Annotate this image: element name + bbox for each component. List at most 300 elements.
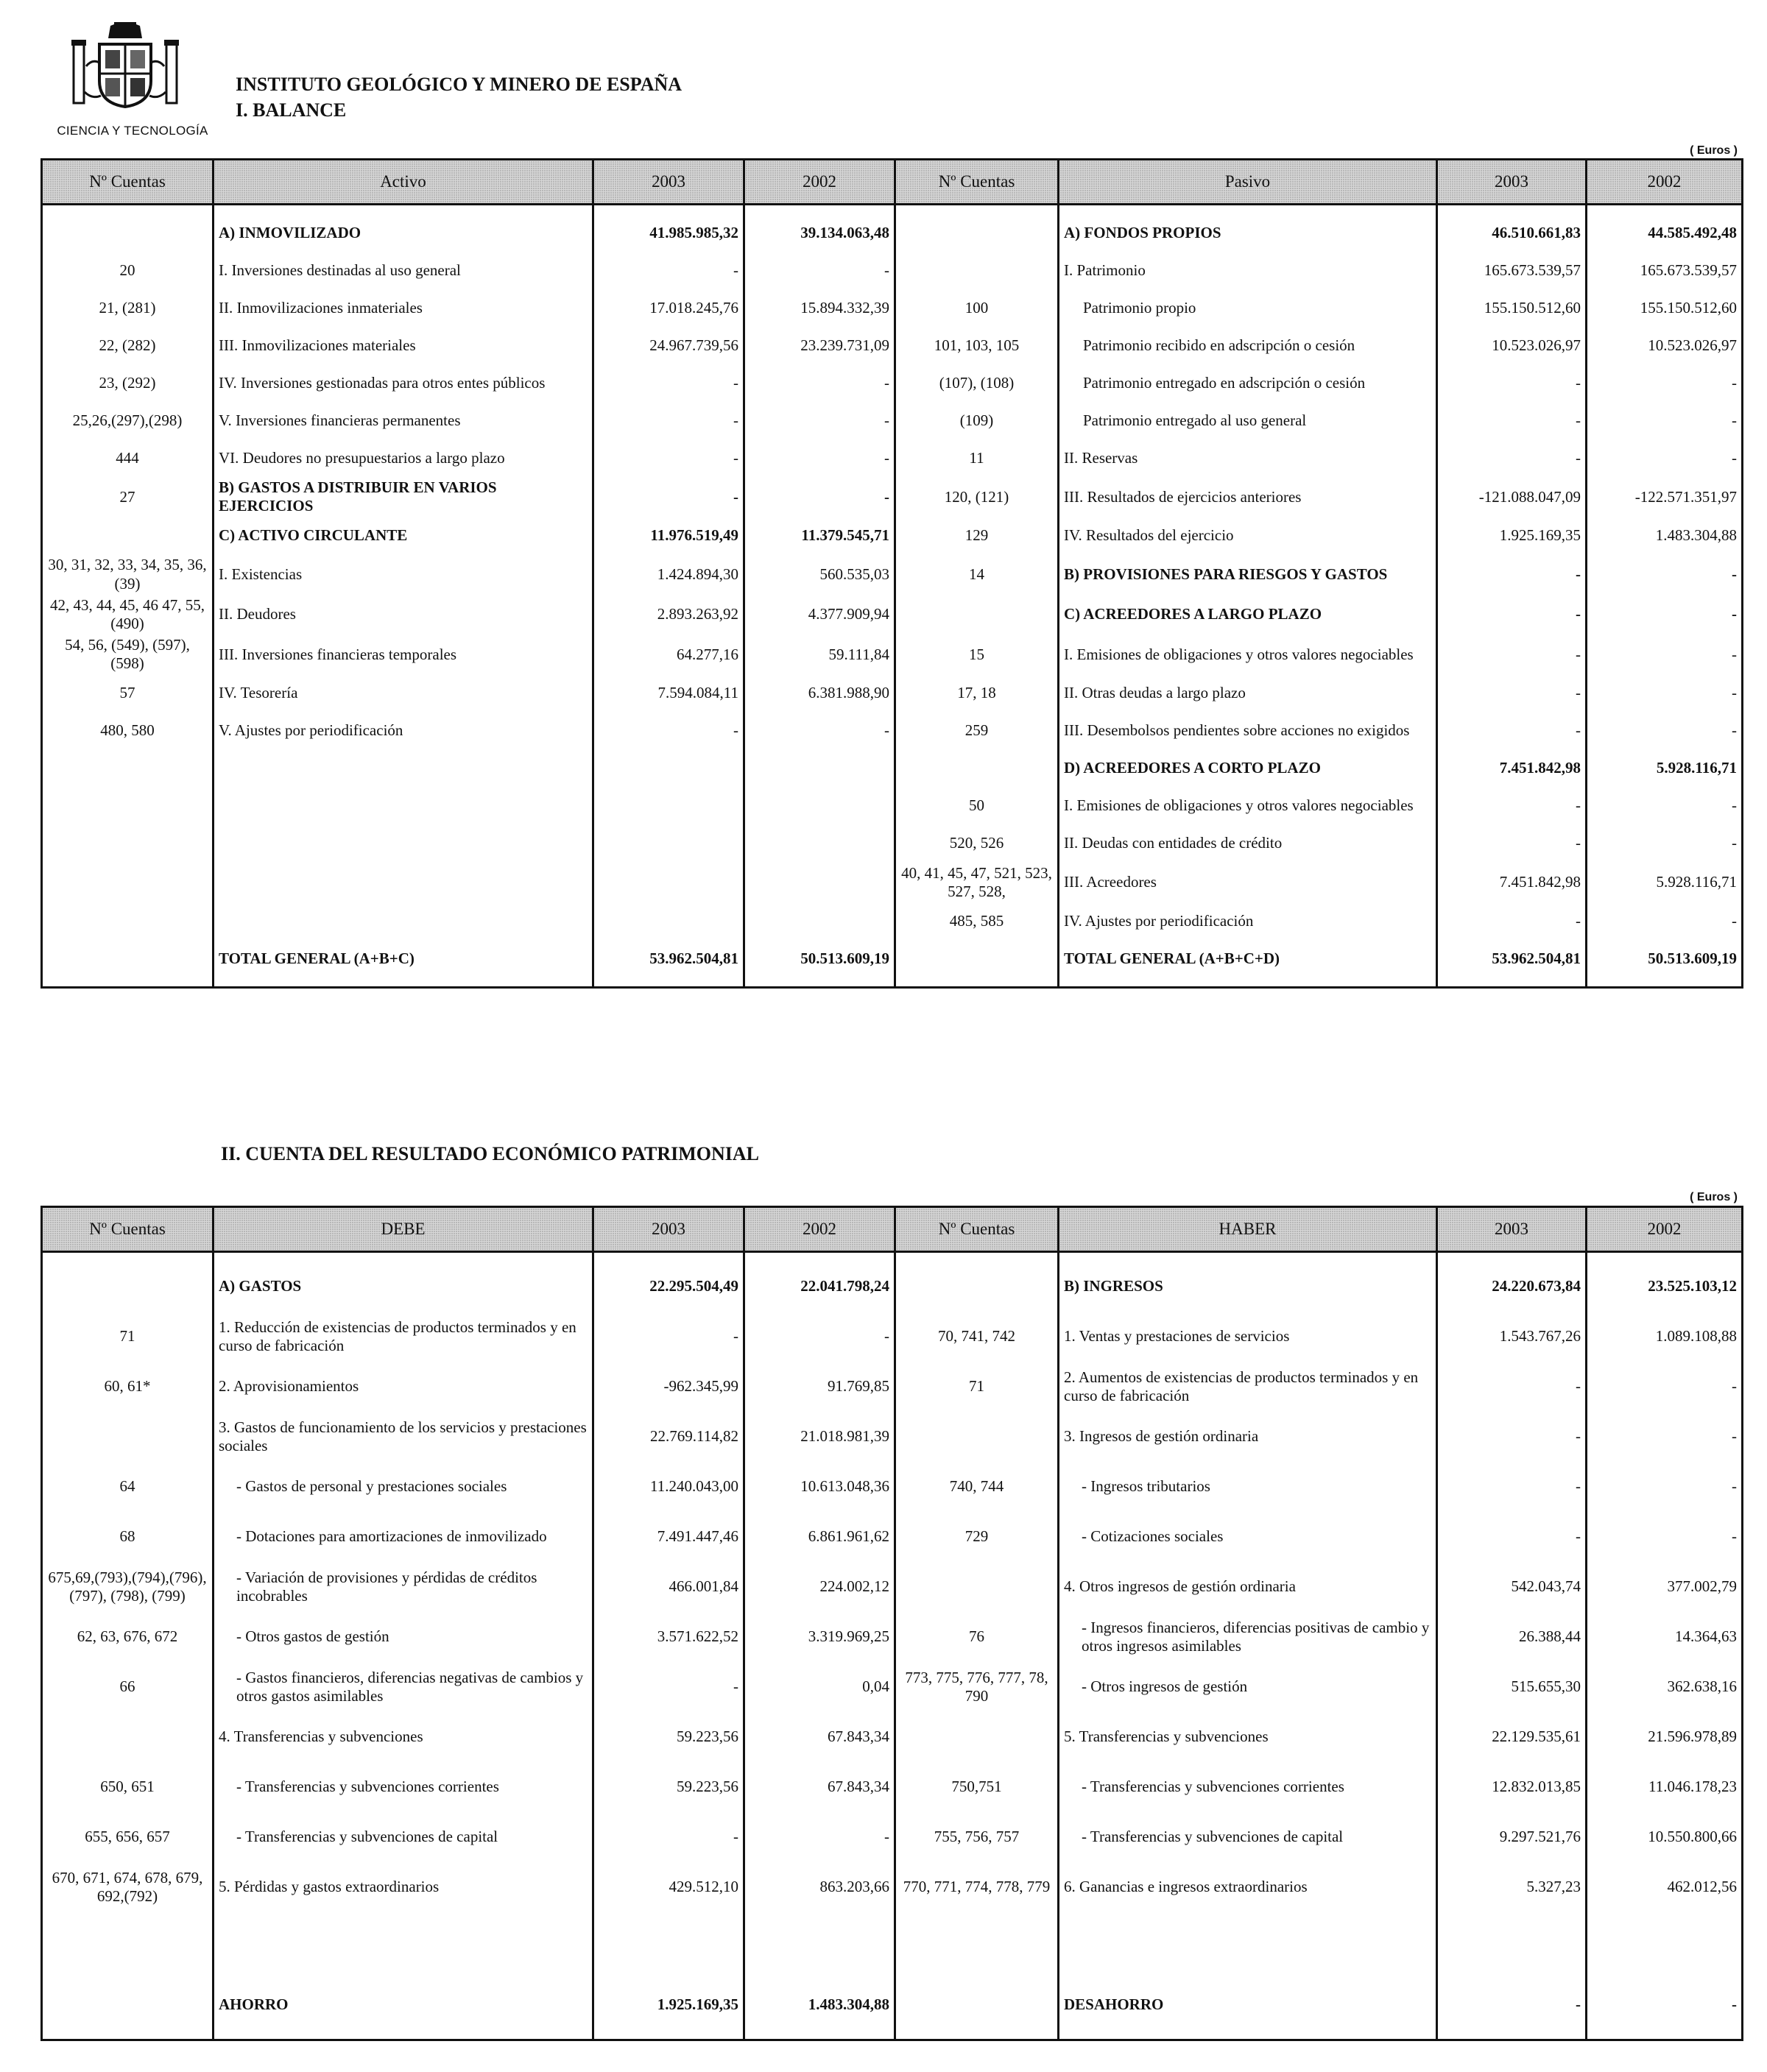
account-number-cell <box>895 1712 1059 1762</box>
value-2002-cell: 863.203,66 <box>744 1862 895 1912</box>
balance-header-cell: 2003 <box>1437 160 1587 205</box>
resultado-units: ( Euros ) <box>1690 1191 1738 1203</box>
account-number-cell: 750,751 <box>895 1762 1059 1812</box>
description-cell: Patrimonio entregado en adscripción o cesión <box>1059 364 1437 402</box>
value-2002-cell: 155.150.512,60 <box>1587 289 1743 327</box>
balance-header-cell: Nº Cuentas <box>895 160 1059 205</box>
value-2003-cell: 17.018.245,76 <box>593 289 744 327</box>
balance-units: ( Euros ) <box>1690 144 1738 157</box>
account-number-cell: 14 <box>895 554 1059 594</box>
spacer-row <box>42 2030 1743 2040</box>
value-2002-cell: 50.513.609,19 <box>744 940 895 977</box>
value-2002-cell: 224.002,12 <box>744 1562 895 1612</box>
description-cell: 6. Ganancias e ingresos extraordinarios <box>1059 1862 1437 1912</box>
spacer-cell <box>1059 205 1437 215</box>
value-2003-cell: - <box>593 477 744 517</box>
value-2003-cell: - <box>1437 788 1587 825</box>
resultado-header-cell: 2003 <box>593 1207 744 1252</box>
table-row <box>42 713 1743 750</box>
description-cell: V. Ajustes por periodificación <box>214 713 593 750</box>
value-2002-cell: - <box>1587 713 1743 750</box>
value-2002-cell: 21.596.978,89 <box>1587 1712 1743 1762</box>
spacer-cell <box>1437 205 1587 215</box>
value-2003-cell: - <box>1437 1980 1587 2030</box>
balance-header-cell: 2002 <box>744 160 895 205</box>
table-row <box>42 439 1743 477</box>
value-2003-cell: - <box>593 1312 744 1362</box>
value-2002-cell: - <box>1587 825 1743 863</box>
value-2003-cell: - <box>593 252 744 289</box>
value-2002-cell: - <box>744 439 895 477</box>
value-2003-cell: - <box>1437 675 1587 713</box>
resultado-header-cell: DEBE <box>214 1207 593 1252</box>
table-row <box>42 1762 1743 1812</box>
spacer-row <box>42 205 1743 215</box>
description-cell: I. Emisiones de obligaciones y otros valores negociables <box>1059 788 1437 825</box>
account-number-cell: 30, 31, 32, 33, 34, 35, 36, (39) <box>42 554 214 594</box>
balance-header-cell: Pasivo <box>1059 160 1437 205</box>
value-2003-cell: - <box>1437 902 1587 940</box>
spacer-cell <box>1587 1912 1743 1980</box>
resultado-header-row <box>42 1207 1743 1252</box>
value-2002-cell: 10.613.048,36 <box>744 1462 895 1512</box>
value-2003-cell: - <box>1437 402 1587 439</box>
value-2002-cell: - <box>1587 1980 1743 2030</box>
table-row <box>42 788 1743 825</box>
spacer-cell <box>744 1912 895 1980</box>
balance-header-cell: 2002 <box>1587 160 1743 205</box>
description-cell: DESAHORRO <box>1059 1980 1437 2030</box>
account-number-cell <box>895 750 1059 788</box>
account-number-cell: 259 <box>895 713 1059 750</box>
value-2003-cell: 1.543.767,26 <box>1437 1312 1587 1362</box>
spacer-cell <box>744 205 895 215</box>
spacer-cell <box>42 205 214 215</box>
description-cell: 2. Aprovisionamientos <box>214 1362 593 1412</box>
table-row <box>42 252 1743 289</box>
value-2002-cell: 6.861.961,62 <box>744 1512 895 1562</box>
table-row <box>42 517 1743 554</box>
balance-body <box>42 205 1743 988</box>
value-2003-cell <box>593 863 744 902</box>
spacer-cell <box>1059 1252 1437 1262</box>
value-2002-cell: - <box>744 713 895 750</box>
spacer-cell <box>1437 1252 1587 1262</box>
value-2003-cell: 429.512,10 <box>593 1862 744 1912</box>
value-2003-cell: -962.345,99 <box>593 1362 744 1412</box>
account-number-cell: 71 <box>42 1312 214 1362</box>
table-row <box>42 902 1743 940</box>
resultado-header-cell: Nº Cuentas <box>42 1207 214 1252</box>
spacer-cell <box>593 1912 744 1980</box>
value-2002-cell: - <box>1587 1362 1743 1412</box>
description-cell: - Otros gastos de gestión <box>214 1612 593 1662</box>
description-cell: C) ACREEDORES A LARGO PLAZO <box>1059 595 1437 634</box>
institute-title: INSTITUTO GEOLÓGICO Y MINERO DE ESPAÑA <box>236 74 683 95</box>
balance-title: I. BALANCE <box>236 99 347 121</box>
description-cell: 5. Pérdidas y gastos extraordinarios <box>214 1862 593 1912</box>
table-row <box>42 1812 1743 1862</box>
description-cell: - Otros ingresos de gestión <box>1059 1662 1437 1712</box>
description-cell: - Transferencias y subvenciones corrientes <box>214 1762 593 1812</box>
value-2002-cell: 59.111,84 <box>744 634 895 674</box>
value-2003-cell: - <box>1437 1512 1587 1562</box>
spacer-row <box>42 1912 1743 1980</box>
spacer-cell <box>42 1252 214 1262</box>
account-number-cell <box>42 788 214 825</box>
resultado-header-cell: 2003 <box>1437 1207 1587 1252</box>
value-2002-cell: 10.523.026,97 <box>1587 327 1743 364</box>
account-number-cell: 57 <box>42 675 214 713</box>
account-number-cell: 11 <box>895 439 1059 477</box>
resultado-body <box>42 1252 1743 2040</box>
value-2002-cell: 5.928.116,71 <box>1587 750 1743 788</box>
table-row <box>42 634 1743 674</box>
table-row <box>42 554 1743 594</box>
value-2002-cell: - <box>1587 902 1743 940</box>
account-number-cell <box>895 940 1059 977</box>
value-2003-cell: -121.088.047,09 <box>1437 477 1587 517</box>
spacer-row <box>42 977 1743 988</box>
spacer-cell <box>895 1252 1059 1262</box>
value-2003-cell: - <box>1437 1412 1587 1462</box>
value-2003-cell: - <box>1437 1362 1587 1412</box>
description-cell: C) ACTIVO CIRCULANTE <box>214 517 593 554</box>
value-2002-cell: 15.894.332,39 <box>744 289 895 327</box>
account-number-cell: 62, 63, 676, 672 <box>42 1612 214 1662</box>
description-cell: I. Emisiones de obligaciones y otros valores negociables <box>1059 634 1437 674</box>
description-cell: I. Inversiones destinadas al uso general <box>214 252 593 289</box>
description-cell: D) ACREEDORES A CORTO PLAZO <box>1059 750 1437 788</box>
value-2002-cell: 67.843,34 <box>744 1762 895 1812</box>
description-cell: - Gastos financieros, diferencias negativas de cambios y otros gastos asimilables <box>214 1662 593 1712</box>
value-2002-cell: -122.571.351,97 <box>1587 477 1743 517</box>
value-2003-cell: 24.220.673,84 <box>1437 1262 1587 1312</box>
description-cell <box>214 750 593 788</box>
value-2002-cell: - <box>1587 634 1743 674</box>
value-2002-cell <box>744 863 895 902</box>
spacer-cell <box>593 205 744 215</box>
account-number-cell: 25,26,(297),(298) <box>42 402 214 439</box>
spacer-cell <box>214 1252 593 1262</box>
description-cell: B) PROVISIONES PARA RIESGOS Y GASTOS <box>1059 554 1437 594</box>
account-number-cell: (109) <box>895 402 1059 439</box>
value-2002-cell: 1.483.304,88 <box>744 1980 895 2030</box>
value-2002-cell: 10.550.800,66 <box>1587 1812 1743 1862</box>
spacer-cell <box>744 2030 895 2040</box>
description-cell: 5. Transferencias y subvenciones <box>1059 1712 1437 1762</box>
description-cell: 3. Ingresos de gestión ordinaria <box>1059 1412 1437 1462</box>
value-2003-cell: 53.962.504,81 <box>1437 940 1587 977</box>
balance-header-cell: Activo <box>214 160 593 205</box>
spacer-cell <box>593 2030 744 2040</box>
description-cell: III. Resultados de ejercicios anteriores <box>1059 477 1437 517</box>
ministry-label: CIENCIA Y TECNOLOGÍA <box>57 124 208 138</box>
account-number-cell: 76 <box>895 1612 1059 1662</box>
account-number-cell: 60, 61* <box>42 1362 214 1412</box>
description-cell: Patrimonio recibido en adscripción o cesión <box>1059 327 1437 364</box>
spacer-cell <box>895 977 1059 988</box>
description-cell: - Gastos de personal y prestaciones sociales <box>214 1462 593 1512</box>
description-cell: II. Reservas <box>1059 439 1437 477</box>
value-2002-cell: 23.239.731,09 <box>744 327 895 364</box>
account-number-cell: 770, 771, 774, 778, 779 <box>895 1862 1059 1912</box>
value-2003-cell: - <box>593 713 744 750</box>
balance-header-cell: Nº Cuentas <box>42 160 214 205</box>
description-cell: IV. Inversiones gestionadas para otros entes públicos <box>214 364 593 402</box>
spacer-cell <box>1587 977 1743 988</box>
value-2002-cell: 5.928.116,71 <box>1587 863 1743 902</box>
value-2002-cell: 14.364,63 <box>1587 1612 1743 1662</box>
value-2003-cell: 3.571.622,52 <box>593 1612 744 1662</box>
description-cell: IV. Ajustes por periodificación <box>1059 902 1437 940</box>
account-number-cell: 650, 651 <box>42 1762 214 1812</box>
table-row <box>42 1412 1743 1462</box>
description-cell: Patrimonio entregado al uso general <box>1059 402 1437 439</box>
value-2002-cell: - <box>1587 1462 1743 1512</box>
spacer-cell <box>1587 205 1743 215</box>
value-2003-cell: - <box>1437 634 1587 674</box>
account-number-cell: 64 <box>42 1462 214 1512</box>
spacer-cell <box>1059 2030 1437 2040</box>
account-number-cell: 70, 741, 742 <box>895 1312 1059 1362</box>
description-cell: Patrimonio propio <box>1059 289 1437 327</box>
value-2003-cell: - <box>593 1812 744 1862</box>
account-number-cell: 68 <box>42 1512 214 1562</box>
spacer-cell <box>1587 1252 1743 1262</box>
description-cell: V. Inversiones financieras permanentes <box>214 402 593 439</box>
value-2003-cell: 7.451.842,98 <box>1437 750 1587 788</box>
account-number-cell: 21, (281) <box>42 289 214 327</box>
account-number-cell <box>895 1980 1059 2030</box>
value-2002-cell <box>744 902 895 940</box>
value-2003-cell: 64.277,16 <box>593 634 744 674</box>
account-number-cell: 755, 756, 757 <box>895 1812 1059 1862</box>
table-row <box>42 1712 1743 1762</box>
description-cell: - Transferencias y subvenciones de capital <box>1059 1812 1437 1862</box>
value-2003-cell <box>593 750 744 788</box>
account-number-cell <box>42 750 214 788</box>
value-2003-cell: 46.510.661,83 <box>1437 214 1587 252</box>
account-number-cell <box>42 214 214 252</box>
account-number-cell: 71 <box>895 1362 1059 1412</box>
spacer-cell <box>1437 977 1587 988</box>
value-2003-cell: 22.769.114,82 <box>593 1412 744 1462</box>
value-2003-cell: - <box>1437 1462 1587 1512</box>
value-2003-cell: 24.967.739,56 <box>593 327 744 364</box>
account-number-cell: 40, 41, 45, 47, 521, 523, 527, 528, <box>895 863 1059 902</box>
account-number-cell <box>42 863 214 902</box>
value-2003-cell: 5.327,23 <box>1437 1862 1587 1912</box>
value-2003-cell: 26.388,44 <box>1437 1612 1587 1662</box>
spacer-cell <box>1059 977 1437 988</box>
spacer-cell <box>42 977 214 988</box>
table-row <box>42 1362 1743 1412</box>
description-cell: A) INMOVILIZADO <box>214 214 593 252</box>
account-number-cell: 50 <box>895 788 1059 825</box>
table-row <box>42 327 1743 364</box>
table-row <box>42 1462 1743 1512</box>
account-number-cell <box>42 940 214 977</box>
value-2003-cell: 1.925.169,35 <box>1437 517 1587 554</box>
value-2002-cell <box>744 825 895 863</box>
value-2003-cell <box>593 902 744 940</box>
value-2003-cell: 53.962.504,81 <box>593 940 744 977</box>
table-row <box>42 1312 1743 1362</box>
spacer-row <box>42 1252 1743 1262</box>
value-2002-cell: - <box>1587 554 1743 594</box>
description-cell: B) INGRESOS <box>1059 1262 1437 1312</box>
table-row <box>42 364 1743 402</box>
table-row <box>42 863 1743 902</box>
table-row <box>42 1612 1743 1662</box>
value-2003-cell: 1.925.169,35 <box>593 1980 744 2030</box>
description-cell: - Dotaciones para amortizaciones de inmovilizado <box>214 1512 593 1562</box>
spacer-cell <box>895 1912 1059 1980</box>
value-2002-cell: - <box>744 1812 895 1862</box>
value-2003-cell: - <box>593 439 744 477</box>
value-2002-cell: 1.089.108,88 <box>1587 1312 1743 1362</box>
balance-table <box>40 158 1743 989</box>
value-2002-cell: - <box>1587 364 1743 402</box>
value-2002-cell: - <box>744 402 895 439</box>
description-cell: II. Deudas con entidades de crédito <box>1059 825 1437 863</box>
spacer-cell <box>42 1912 214 1980</box>
table-row <box>42 595 1743 634</box>
spacer-cell <box>895 2030 1059 2040</box>
description-cell: 1. Reducción de existencias de productos terminados y en curso de fabricación <box>214 1312 593 1362</box>
value-2003-cell <box>593 788 744 825</box>
account-number-cell: 485, 585 <box>895 902 1059 940</box>
table-row <box>42 750 1743 788</box>
value-2002-cell: - <box>744 364 895 402</box>
description-cell: 4. Transferencias y subvenciones <box>214 1712 593 1762</box>
spacer-cell <box>1437 2030 1587 2040</box>
account-number-cell: 101, 103, 105 <box>895 327 1059 364</box>
description-cell: IV. Resultados del ejercicio <box>1059 517 1437 554</box>
account-number-cell: 444 <box>42 439 214 477</box>
account-number-cell: 675,69,(793),(794),(796), (797), (798), (799) <box>42 1562 214 1612</box>
value-2003-cell: 11.976.519,49 <box>593 517 744 554</box>
value-2003-cell: 542.043,74 <box>1437 1562 1587 1612</box>
account-number-cell: 740, 744 <box>895 1462 1059 1512</box>
balance-header-cell: 2003 <box>593 160 744 205</box>
value-2003-cell: 10.523.026,97 <box>1437 327 1587 364</box>
value-2002-cell: - <box>1587 595 1743 634</box>
value-2003-cell: 59.223,56 <box>593 1762 744 1812</box>
description-cell: II. Otras deudas a largo plazo <box>1059 675 1437 713</box>
description-cell <box>214 902 593 940</box>
description-cell: 2. Aumentos de existencias de productos terminados y en curso de fabricación <box>1059 1362 1437 1412</box>
account-number-cell <box>895 252 1059 289</box>
value-2002-cell: - <box>1587 402 1743 439</box>
value-2002-cell: 22.041.798,24 <box>744 1262 895 1312</box>
table-row <box>42 1862 1743 1912</box>
description-cell: II. Inmovilizaciones inmateriales <box>214 289 593 327</box>
description-cell: III. Inmovilizaciones materiales <box>214 327 593 364</box>
value-2002-cell: 67.843,34 <box>744 1712 895 1762</box>
table-row <box>42 402 1743 439</box>
spacer-cell <box>895 205 1059 215</box>
resultado-header-cell: 2002 <box>1587 1207 1743 1252</box>
account-number-cell <box>42 825 214 863</box>
description-cell: - Transferencias y subvenciones de capital <box>214 1812 593 1862</box>
value-2003-cell: - <box>1437 825 1587 863</box>
spacer-cell <box>744 977 895 988</box>
value-2002-cell <box>744 788 895 825</box>
account-number-cell <box>895 214 1059 252</box>
value-2003-cell: 12.832.013,85 <box>1437 1762 1587 1812</box>
description-cell <box>214 825 593 863</box>
resultado-header-cell: Nº Cuentas <box>895 1207 1059 1252</box>
value-2002-cell: 4.377.909,94 <box>744 595 895 634</box>
value-2002-cell: 3.319.969,25 <box>744 1612 895 1662</box>
account-number-cell <box>895 1412 1059 1462</box>
spacer-cell <box>744 1252 895 1262</box>
value-2003-cell: 165.673.539,57 <box>1437 252 1587 289</box>
value-2002-cell: 165.673.539,57 <box>1587 252 1743 289</box>
value-2003-cell: 41.985.985,32 <box>593 214 744 252</box>
resultado-title: II. CUENTA DEL RESULTADO ECONÓMICO PATRIMONIAL <box>221 1143 759 1164</box>
description-cell: 3. Gastos de funcionamiento de los servicios y prestaciones sociales <box>214 1412 593 1462</box>
description-cell: 4. Otros ingresos de gestión ordinaria <box>1059 1562 1437 1612</box>
spacer-cell <box>214 205 593 215</box>
spacer-cell <box>593 977 744 988</box>
value-2003-cell: 515.655,30 <box>1437 1662 1587 1712</box>
table-row <box>42 1512 1743 1562</box>
table-row <box>42 289 1743 327</box>
description-cell: B) GASTOS A DISTRIBUIR EN VARIOS EJERCICIOS <box>214 477 593 517</box>
spacer-cell <box>42 2030 214 2040</box>
account-number-cell: 42, 43, 44, 45, 46 47, 55, (490) <box>42 595 214 634</box>
coat-of-arms-logo <box>70 22 180 110</box>
value-2003-cell: 22.295.504,49 <box>593 1262 744 1312</box>
account-number-cell: 670, 671, 674, 678, 679, 692,(792) <box>42 1862 214 1912</box>
value-2003-cell: - <box>1437 554 1587 594</box>
value-2003-cell: 59.223,56 <box>593 1712 744 1762</box>
account-number-cell: 100 <box>895 289 1059 327</box>
value-2003-cell: - <box>1437 713 1587 750</box>
description-cell <box>214 788 593 825</box>
resultado-header-cell: HABER <box>1059 1207 1437 1252</box>
spacer-cell <box>1059 1912 1437 1980</box>
spacer-cell <box>214 1912 593 1980</box>
value-2002-cell: - <box>1587 675 1743 713</box>
account-number-cell: 23, (292) <box>42 364 214 402</box>
account-number-cell: (107), (108) <box>895 364 1059 402</box>
value-2003-cell: - <box>593 402 744 439</box>
value-2002-cell: - <box>744 477 895 517</box>
description-cell: VI. Deudores no presupuestarios a largo plazo <box>214 439 593 477</box>
value-2003-cell: 2.893.263,92 <box>593 595 744 634</box>
spacer-cell <box>593 1252 744 1262</box>
account-number-cell <box>42 1712 214 1762</box>
account-number-cell: 66 <box>42 1662 214 1712</box>
description-cell: II. Deudores <box>214 595 593 634</box>
description-cell: TOTAL GENERAL (A+B+C) <box>214 940 593 977</box>
description-cell: III. Acreedores <box>1059 863 1437 902</box>
value-2003-cell <box>593 825 744 863</box>
account-number-cell: 22, (282) <box>42 327 214 364</box>
spacer-cell <box>1587 2030 1743 2040</box>
value-2002-cell: 50.513.609,19 <box>1587 940 1743 977</box>
account-number-cell <box>42 1980 214 2030</box>
table-row <box>42 1662 1743 1712</box>
table-row <box>42 1980 1743 2030</box>
description-cell: AHORRO <box>214 1980 593 2030</box>
description-cell: - Ingresos financieros, diferencias positivas de cambio y otros ingresos asimilables <box>1059 1612 1437 1662</box>
description-cell: III. Inversiones financieras temporales <box>214 634 593 674</box>
